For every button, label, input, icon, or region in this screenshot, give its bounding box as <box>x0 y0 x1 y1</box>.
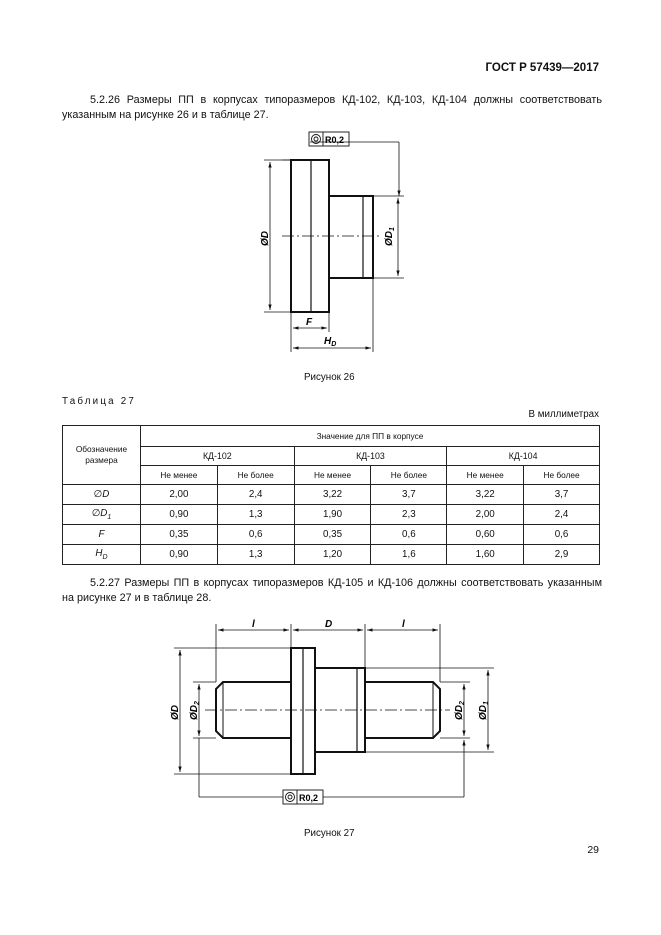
fig26-label-F: F <box>306 317 313 328</box>
paragraph-5-2-27: 5.2.27 Размеры ПП в корпусах типоразмеров КД-105 и КД-106 должны соответствовать указанным на рисунке 27 и в таблице 28. <box>62 577 602 604</box>
fig27-tolerance-value: R0,2 <box>299 793 319 803</box>
row-symbol: F <box>63 525 141 545</box>
fig26-shaft-body <box>329 196 373 278</box>
table-row <box>63 485 600 505</box>
table-cell: 2,4 <box>217 485 294 505</box>
case-header-kd102: КД-102 <box>140 447 294 466</box>
case-header-kd103: КД-103 <box>294 447 447 466</box>
figure-27-caption: Рисунок 27 <box>304 828 355 839</box>
table-27 <box>62 425 600 565</box>
figure-26-caption: Рисунок 26 <box>304 372 355 383</box>
table-row <box>63 545 600 565</box>
fig27-label-D1-right: $ØD_1$ <box>478 701 490 720</box>
table-row <box>63 505 600 525</box>
table-cell: 0,35 <box>140 525 217 545</box>
figure-27-drawing <box>0 610 661 820</box>
col-header-designation: Обозначение размера <box>63 426 141 485</box>
paragraph-5-2-26: 5.2.26 Размеры ПП в корпусах типоразмеров КД-102, КД-103, КД-104 должны соответствовать указанным на рисунке 26 и в таблице 27. <box>62 94 602 121</box>
figure-26-drawing <box>0 0 661 390</box>
table-cell: 2,00 <box>447 505 524 525</box>
fig26-label-D: ØD <box>260 231 271 246</box>
table-cell: 3,7 <box>371 485 447 505</box>
table-cell: 1,60 <box>447 545 524 565</box>
table-cell: 1,20 <box>294 545 371 565</box>
table-cell: 0,6 <box>524 525 600 545</box>
case-header-kd104: КД-104 <box>447 447 600 466</box>
col-header-group: Значение для ПП в корпусе <box>140 426 599 447</box>
fig27-label-D2-left: $ØD_2$ <box>189 701 201 720</box>
row-symbol: $\emptyset D_1$ <box>63 505 141 525</box>
table-27-units: В миллиметрах <box>528 409 599 420</box>
table-cell: 2,4 <box>524 505 600 525</box>
table-cell: 0,35 <box>294 525 371 545</box>
table-cell: 1,3 <box>217 545 294 565</box>
table-row <box>63 525 600 545</box>
subheader-min: Не менее <box>447 466 524 485</box>
table-cell: 3,22 <box>447 485 524 505</box>
fig27-label-D-top: D <box>325 619 333 630</box>
row-symbol: $H_D$ <box>63 545 141 565</box>
subheader-max: Не более <box>217 466 294 485</box>
table-cell: 2,9 <box>524 545 600 565</box>
fig27-label-l-right: l <box>402 619 405 630</box>
table-cell: 0,6 <box>217 525 294 545</box>
table-cell: 0,90 <box>140 505 217 525</box>
table-cell: 0,90 <box>140 545 217 565</box>
table-cell: 2,00 <box>140 485 217 505</box>
document-standard-header: ГОСТ Р 57439—2017 <box>485 62 599 74</box>
table-cell: 1,90 <box>294 505 371 525</box>
subheader-min: Не менее <box>140 466 217 485</box>
table-27-title: Таблица 27 <box>62 396 137 407</box>
page-number: 29 <box>587 844 599 856</box>
subheader-max: Не более <box>371 466 447 485</box>
fig26-tolerance-value: R0,2 <box>325 135 345 145</box>
fig26-label-D1: $ØD_1$ <box>384 227 396 246</box>
table-cell: 0,60 <box>447 525 524 545</box>
subheader-max: Не более <box>524 466 600 485</box>
table-cell: 0,6 <box>371 525 447 545</box>
table-cell: 3,7 <box>524 485 600 505</box>
table-cell: 1,3 <box>217 505 294 525</box>
row-symbol: ∅D <box>63 485 141 505</box>
fig27-label-D: ØD <box>170 705 181 720</box>
fig27-label-D2-right: $ØD_2$ <box>454 701 466 720</box>
table-cell: 1,6 <box>371 545 447 565</box>
fig26-label-HD: $H_D$ <box>324 336 337 348</box>
table-cell: 3,22 <box>294 485 371 505</box>
table-cell: 2,3 <box>371 505 447 525</box>
subheader-min: Не менее <box>294 466 371 485</box>
fig27-label-l-left: l <box>252 619 255 630</box>
